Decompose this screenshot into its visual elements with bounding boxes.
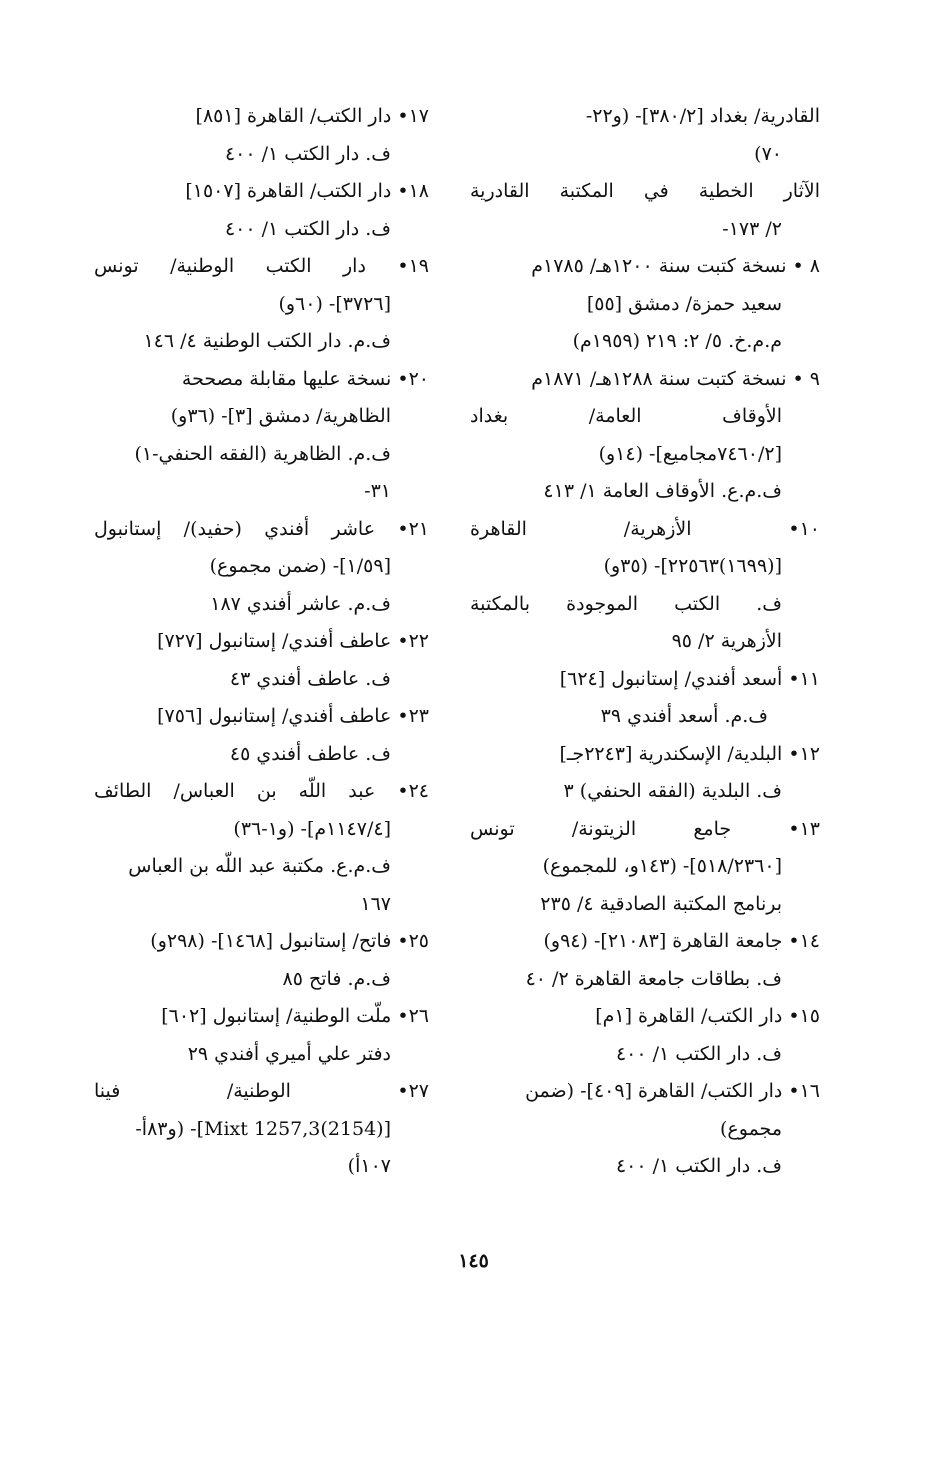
text-line: ف. عاطف أفندي ٤٥ bbox=[229, 742, 391, 765]
text-line: ف. البلدية (الفقه الحنفي) ٣ bbox=[563, 780, 782, 802]
text-line: دفتر علي أميري أفندي ٢٩ bbox=[187, 1042, 391, 1065]
manuscript-entry-19: ١٩• دار الكتب الوطنية/ تونس bbox=[94, 255, 429, 277]
text-line: ف.م. الظاهرية (الفقه الحنفي-١) bbox=[134, 442, 391, 465]
text-line: [٣٧٢٦]- (٦٠و) bbox=[278, 292, 391, 315]
manuscript-entry-10: ١٠• الأزهرية/ القاهرة bbox=[470, 517, 820, 540]
left-column bbox=[94, 98, 429, 1186]
text-line: [١/٥٩]- (ضمن مجموع) bbox=[209, 555, 391, 577]
text-line: ف. بطاقات جامعة القاهرة ٢/ ٤٠ bbox=[525, 967, 782, 990]
text-line: مجموع) bbox=[720, 1117, 782, 1140]
manuscript-entry-25: ٢٥• فاتح/ إستانبول [١٤٦٨]- (٢٩٨و) bbox=[150, 930, 429, 952]
text-line: سعيد حمزة/ دمشق [٥٥] bbox=[586, 292, 782, 315]
manuscript-entry-20: ٢٠• نسخة عليها مقابلة مصححة bbox=[181, 367, 429, 390]
manuscript-entry-18: ١٨• دار الكتب/ القاهرة [١٥٠٧] bbox=[185, 180, 429, 202]
text-line: ٢/ ١٧٣- bbox=[722, 217, 782, 240]
text-line: ف.م.ع. مكتبة عبد اللّه بن العباس bbox=[128, 855, 391, 877]
text-line: ف.م.ع. الأوقاف العامة ١/ ٤١٣ bbox=[543, 480, 782, 502]
text-line: الظاهرية/ دمشق [٣]- (٣٦و) bbox=[170, 405, 391, 427]
manuscript-entry-9: ٩ • نسخة كتبت سنة ١٢٨٨هـ/ ١٨٧١م bbox=[531, 367, 820, 390]
text-line: برنامج المكتبة الصادقية ٤/ ٢٣٥ bbox=[540, 892, 782, 915]
page-number: ١٤٥ bbox=[458, 1250, 489, 1272]
text-line: [(١٦٩٩)٢٢٥٦٣]- (٣٥و) bbox=[603, 555, 782, 577]
text-line: [٥١٨/٢٣٦٠]- (١٤٣و، للمجموع) bbox=[542, 855, 782, 877]
text-line: ف. دار الكتب ١/ ٤٠٠ bbox=[224, 217, 391, 240]
text-line: [(2154)Mixt 1257,3]- (و٨٣أ- bbox=[135, 1117, 391, 1140]
text-line: الأوقاف العامة/ بغداد bbox=[470, 405, 782, 427]
manuscript-entry-22: ٢٢• عاطف أفندي/ إستانبول [٧٢٧] bbox=[157, 630, 429, 652]
text-line: ١٠٧أ) bbox=[347, 1155, 391, 1177]
text-line: ٧٠) bbox=[754, 142, 782, 165]
text-line: ف.م. دار الكتب الوطنية ٤/ ١٤٦ bbox=[143, 330, 391, 352]
right-column bbox=[470, 98, 820, 1186]
text-line: ف.م. فاتح ٨٥ bbox=[282, 967, 391, 990]
manuscript-entry-8: ٨ • نسخة كتبت سنة ١٢٠٠هـ/ ١٧٨٥م bbox=[531, 255, 820, 277]
text-line: ٣١- bbox=[364, 480, 391, 502]
manuscript-entry-11: ١١• أسعد أفندي/ إستانبول [٦٢٤] bbox=[559, 667, 820, 690]
text-line: ف. الكتب الموجودة بالمكتبة bbox=[470, 592, 782, 615]
text-line: ف. دار الكتب ١/ ٤٠٠ bbox=[224, 142, 391, 165]
text-line: ف.م. أسعد أفندي ٣٩ bbox=[600, 705, 768, 727]
manuscript-entry-21: ٢١• عاشر أفندي (حفيد)/ إستانبول bbox=[94, 517, 429, 540]
manuscript-entry-26: ٢٦• ملّت الوطنية/ إستانبول [٦٠٢] bbox=[161, 1005, 429, 1027]
text-line: م.م.خ. ٥/ ٢: ٢١٩ (١٩٥٩م) bbox=[572, 330, 782, 352]
manuscript-entry-15: ١٥• دار الكتب/ القاهرة [١م] bbox=[595, 1005, 820, 1027]
manuscript-entry-23: ٢٣• عاطف أفندي/ إستانبول [٧٥٦] bbox=[157, 705, 429, 727]
manuscript-entry-14: ١٤• جامعة القاهرة [٢١٠٨٣]- (٩٤و) bbox=[543, 930, 820, 952]
text-line: ف. دار الكتب ١/ ٤٠٠ bbox=[615, 1155, 782, 1177]
manuscript-entry-27: ٢٧• الوطنية/ فينا bbox=[94, 1080, 429, 1102]
manuscript-entry-12: ١٢• البلدية/ الإسكندرية [٢٢٤٣جـ] bbox=[559, 742, 820, 765]
text-line: ف. دار الكتب ١/ ٤٠٠ bbox=[615, 1042, 782, 1065]
text-line: القادرية/ بغداد [٣٨٠/٢]- (و٢٢- bbox=[585, 105, 820, 127]
manuscript-entry-17: ١٧• دار الكتب/ القاهرة [٨٥١] bbox=[195, 105, 429, 127]
manuscript-entry-13: ١٣• جامع الزيتونة/ تونس bbox=[470, 817, 820, 840]
manuscript-entry-24: ٢٤• عبد اللّه بن العباس/ الطائف bbox=[94, 780, 429, 802]
text-line: ف. عاطف أفندي ٤٣ bbox=[229, 667, 391, 690]
text-line: [٧٤٦٠/٢مجاميع]- (١٤و) bbox=[598, 442, 782, 465]
text-line: ف.م. عاشر أفندي ١٨٧ bbox=[210, 592, 391, 615]
text-line: [١١٤٧/٤م]- (و١-٣٦) bbox=[233, 817, 391, 840]
manuscript-entry-16: ١٦• دار الكتب/ القاهرة [٤٠٩]- (ضمن bbox=[525, 1080, 820, 1102]
text-line: الآثار الخطية في المكتبة القادرية bbox=[470, 180, 820, 202]
text-line: الأزهرية ٢/ ٩٥ bbox=[671, 630, 782, 652]
text-line: ١٦٧ bbox=[360, 892, 391, 915]
